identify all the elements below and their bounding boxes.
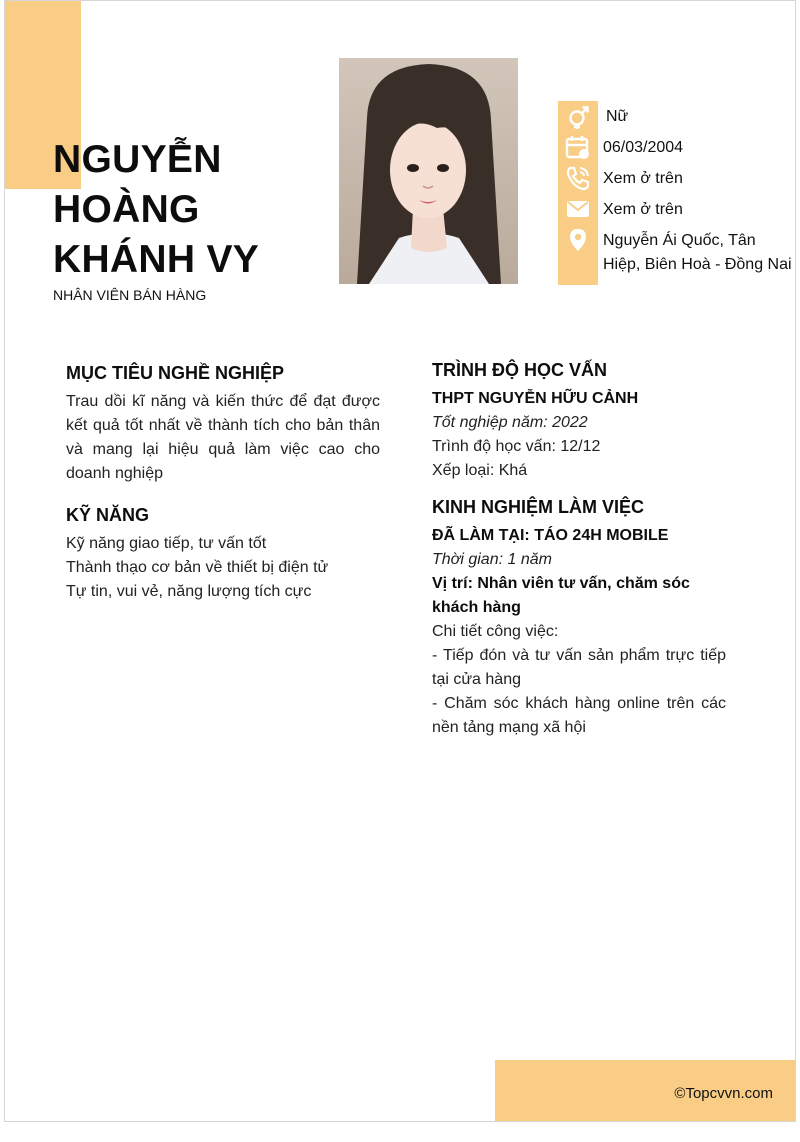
- work-duration: Thời gian: 1 năm: [432, 551, 552, 568]
- address-line-2: Hiệp, Biên Hoà - Đồng Nai: [603, 256, 792, 273]
- school-name: THPT NGUYỄN HỮU CẢNH: [432, 390, 639, 407]
- education-title: TRÌNH ĐỘ HỌC VẤN: [432, 360, 607, 380]
- name-line-2: HOÀNG: [53, 188, 200, 231]
- skill-item: Kỹ năng giao tiếp, tư vấn tốt: [66, 535, 267, 552]
- gender-icon: [565, 104, 591, 130]
- name-line-3: KHÁNH VY: [53, 238, 260, 281]
- skill-item: Tự tin, vui vẻ, năng lượng tích cực: [66, 583, 312, 600]
- job-title: NHÂN VIÊN BÁN HÀNG: [53, 287, 207, 303]
- skill-item: Thành thạo cơ bản về thiết bị điện tử: [66, 559, 329, 576]
- education-grade: Xếp loại: Khá: [432, 462, 528, 479]
- skills-list: [66, 532, 396, 604]
- email-text: Xem ở trên: [603, 201, 683, 218]
- portrait-illustration: [339, 58, 518, 284]
- detail-item: - Tiếp đón và tư vấn sản phẩm trực tiếp tại cửa hàng: [432, 647, 726, 688]
- objective-text: Trau dồi kĩ năng và kiến thức để đạt được kết quả tốt nhất về thành tích cho bản thân và mang lại hiệu quả làm việc cao cho doanh nghiệp: [66, 393, 380, 482]
- address-line-1: Nguyễn Ái Quốc, Tân: [603, 232, 756, 249]
- objective-title: MỤC TIÊU NGHỀ NGHIỆP: [66, 363, 285, 383]
- graduation-year: Tốt nghiệp năm: 2022: [432, 414, 588, 431]
- company-name: ĐÃ LÀM TẠI: TÁO 24H MOBILE: [432, 527, 669, 544]
- resume-page: [4, 0, 796, 1122]
- skills-title: KỸ NĂNG: [66, 505, 150, 525]
- phone-icon: [565, 165, 591, 191]
- detail-item: - Chăm sóc khách hàng online trên các nền tảng mạng xã hội: [432, 695, 726, 736]
- profile-photo: [339, 58, 518, 284]
- email-icon: [565, 196, 591, 222]
- education-level: Trình độ học vấn: 12/12: [432, 438, 601, 455]
- candidate-name: [53, 135, 313, 285]
- work-position: Vị trí: Nhân viên tư vấn, chăm sóc khách hàng: [432, 575, 690, 616]
- address-text: [603, 229, 792, 277]
- calendar-icon: [565, 134, 591, 160]
- gender-text: Nữ: [606, 108, 629, 125]
- location-icon: [565, 227, 591, 253]
- experience-title: KINH NGHIỆM LÀM VIỆC: [432, 497, 645, 517]
- birthday-text: 06/03/2004: [603, 139, 684, 156]
- education-block: [432, 387, 732, 483]
- experience-block: [432, 524, 726, 740]
- copyright-text: ©Topcvvn.com: [674, 1085, 773, 1102]
- phone-text: Xem ở trên: [603, 170, 683, 187]
- details-label: Chi tiết công việc:: [432, 623, 559, 640]
- name-line-1: NGUYỄN: [53, 138, 222, 181]
